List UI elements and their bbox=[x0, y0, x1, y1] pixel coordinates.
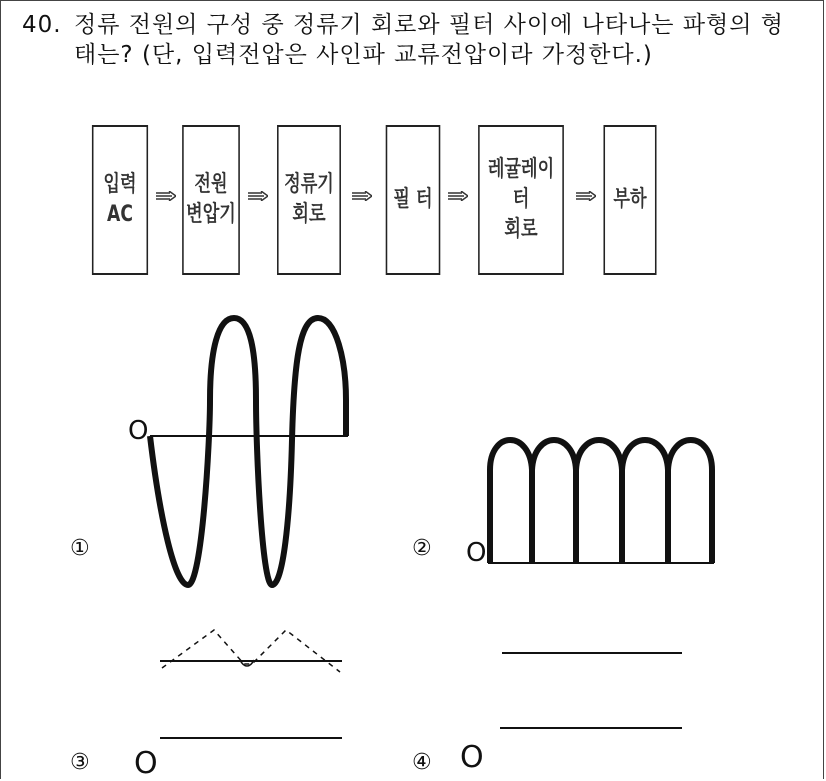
block-label: 정류기 bbox=[284, 172, 334, 197]
block-label: 부하 bbox=[613, 187, 647, 212]
block-label: AC bbox=[107, 202, 133, 227]
question-text: 정류 전원의 구성 중 정류기 회로와 필터 사이에 나타나는 파형의 형태는? (단, 입력전압은 사인파 교류전압이라 가정한다.) bbox=[74, 12, 784, 68]
question-number: 40. bbox=[22, 12, 62, 38]
origin-label: O bbox=[134, 746, 158, 781]
waveform-dc bbox=[500, 653, 682, 728]
origin-label: O bbox=[466, 538, 487, 568]
block-label: 회로 bbox=[504, 217, 538, 242]
block-label: 회로 bbox=[292, 202, 326, 227]
block-label: 전원 bbox=[194, 172, 228, 197]
waveform-sine bbox=[150, 318, 348, 585]
option-4-marker[interactable]: ④ bbox=[412, 750, 432, 775]
block-label: 변압기 bbox=[186, 202, 236, 227]
waveform-full-wave-rectified bbox=[488, 440, 714, 563]
block-label: 입력 bbox=[103, 172, 137, 197]
block-label: 필 터 bbox=[393, 187, 433, 212]
waveform-ripple bbox=[160, 630, 342, 738]
option-1-marker[interactable]: ① bbox=[70, 536, 90, 561]
option-3-marker[interactable]: ③ bbox=[70, 750, 90, 775]
origin-label: O bbox=[128, 416, 149, 446]
origin-label: O bbox=[460, 740, 484, 775]
option-2-marker[interactable]: ② bbox=[412, 536, 432, 561]
block-label: 레귤레이터 bbox=[487, 157, 555, 212]
